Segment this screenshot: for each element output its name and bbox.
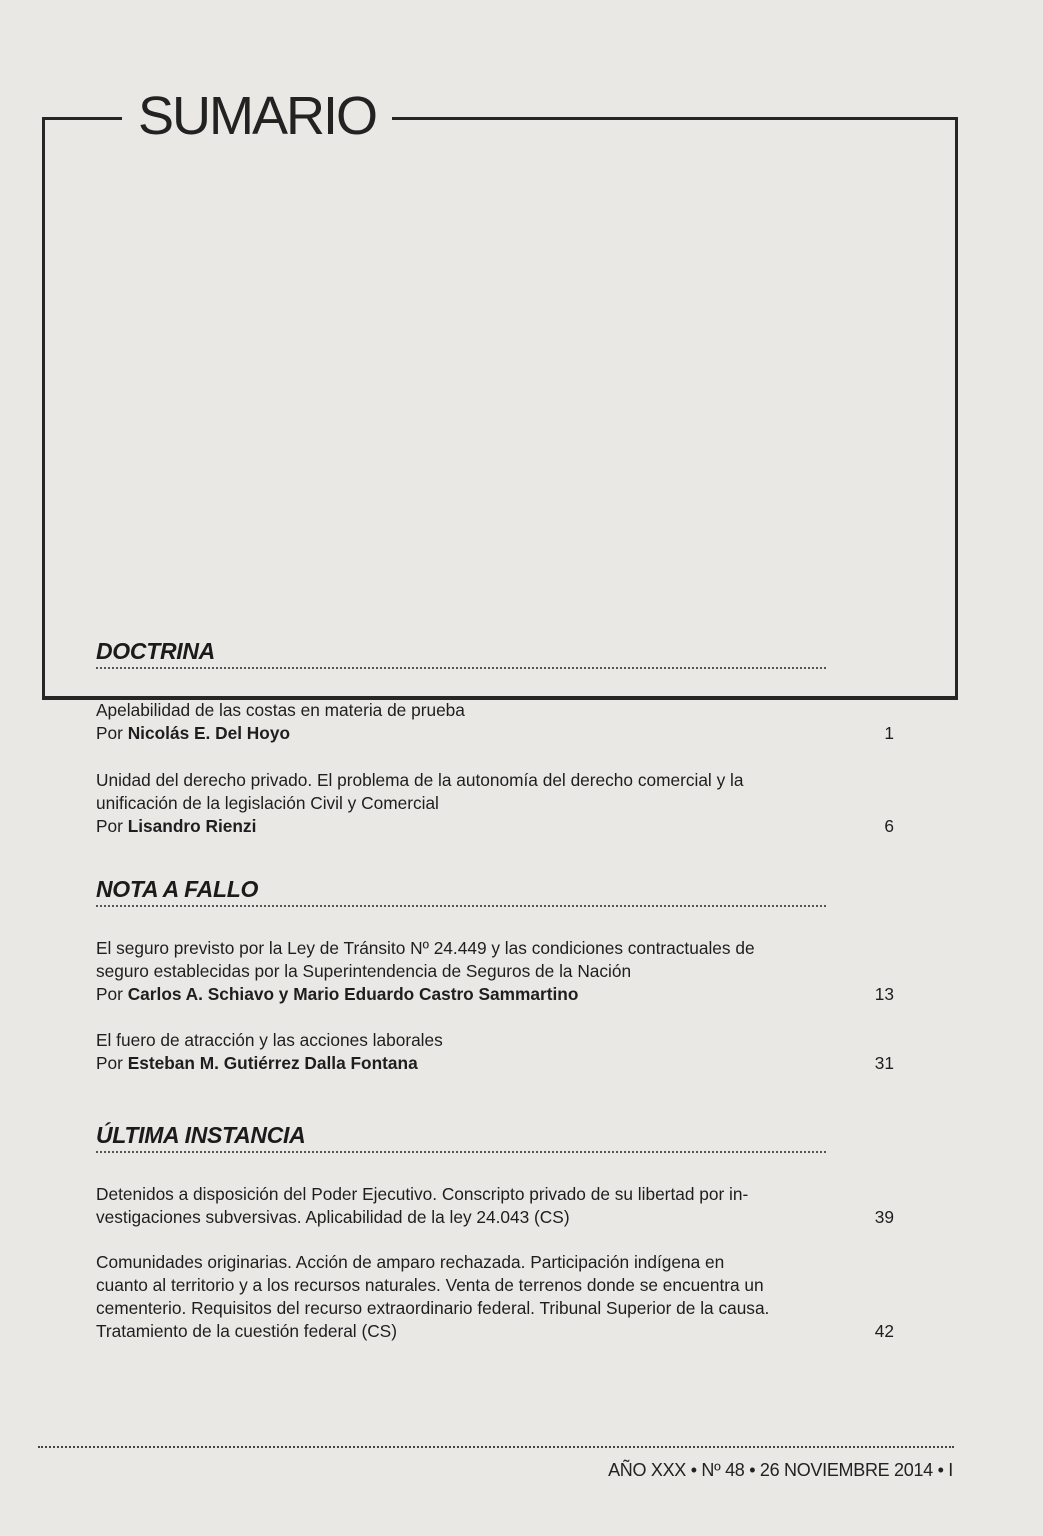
entry-author: Lisandro Rienzi [127, 816, 257, 836]
section-heading: NOTA A FALLO [96, 876, 826, 907]
footer-issue-info: AÑO XXX • Nº 48 • 26 NOVIEMBRE 2014 • I [608, 1460, 953, 1480]
entry-page-number: 42 [874, 1321, 894, 1341]
entry-title-line: cuanto al territorio y a los recursos naturales. Venta de terrenos donde se encuentra un [96, 1275, 764, 1295]
section-ultima-instancia [96, 1122, 826, 1153]
entry-title-line: Unidad del derecho privado. El problema de la autonomía del derecho comercial y la [96, 770, 744, 790]
entry-title-line: El seguro previsto por la Ley de Tránsito Nº 24.449 y las condiciones contractuales de [96, 938, 755, 958]
page-title: SUMARIO [122, 86, 392, 146]
entry-title-line: vestigaciones subversivas. Aplicabilidad de la ley 24.043 (CS) [96, 1207, 570, 1227]
entry-title-line: seguro establecidas por la Superintendencia de Seguros de la Nación [96, 961, 632, 981]
toc-entry[interactable] [96, 1251, 894, 1343]
entry-page-number: 1 [884, 723, 894, 743]
entry-page-number: 6 [884, 816, 894, 836]
entry-page-number: 39 [874, 1207, 894, 1227]
entry-title-line: Comunidades originarias. Acción de amparo rechazada. Participación indígena en [96, 1252, 725, 1272]
toc-entry[interactable] [96, 699, 894, 745]
entry-page-number: 13 [874, 984, 894, 1004]
entry-author-line: Por Carlos A. Schiavo y Mario Eduardo Castro Sammartino [96, 984, 579, 1004]
section-heading: ÚLTIMA INSTANCIA [96, 1122, 826, 1153]
footer-divider [38, 1446, 954, 1448]
entry-author: Carlos A. Schiavo y Mario Eduardo Castro Sammartino [127, 984, 579, 1004]
entry-title-line: cementerio. Requisitos del recurso extraordinario federal. Tribunal Superior de la causa. [96, 1298, 770, 1318]
toc-entry[interactable] [96, 1029, 894, 1075]
entry-page-number: 31 [874, 1053, 894, 1073]
entry-title-line: El fuero de atracción y las acciones laborales [96, 1030, 443, 1050]
entry-title-line: Detenidos a disposición del Poder Ejecutivo. Conscripto privado de su libertad por in- [96, 1184, 749, 1204]
entry-author-line: Por Esteban M. Gutiérrez Dalla Fontana [96, 1053, 418, 1073]
entry-title-line: Tratamiento de la cuestión federal (CS) [96, 1321, 397, 1341]
entry-author: Nicolás E. Del Hoyo [127, 723, 291, 743]
section-heading: DOCTRINA [96, 638, 826, 669]
sumario-frame [42, 117, 958, 700]
toc-entry[interactable] [96, 1183, 894, 1229]
entry-author-line: Por Lisandro Rienzi [96, 816, 257, 836]
entry-author: Esteban M. Gutiérrez Dalla Fontana [127, 1053, 418, 1073]
section-doctrina [96, 638, 826, 669]
entry-title-line: unificación de la legislación Civil y Comercial [96, 793, 439, 813]
toc-entry[interactable] [96, 937, 894, 1006]
section-nota-a-fallo [96, 876, 826, 907]
entry-author-line: Por Nicolás E. Del Hoyo [96, 723, 291, 743]
entry-title-line: Apelabilidad de las costas en materia de prueba [96, 700, 465, 720]
toc-entry[interactable] [96, 769, 894, 838]
